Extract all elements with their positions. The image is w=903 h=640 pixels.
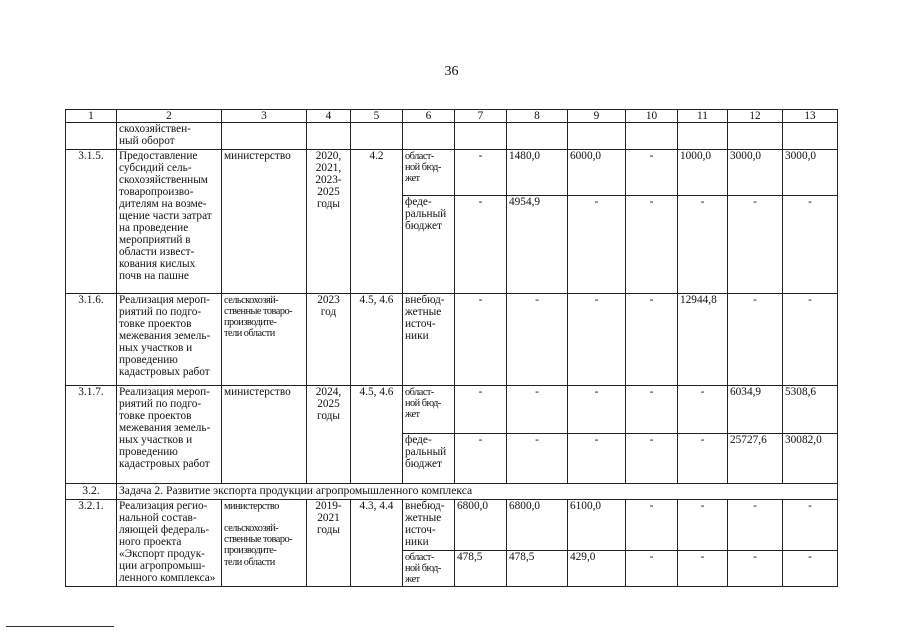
value-cell: - xyxy=(626,550,678,586)
value-cell: 1000,0 xyxy=(678,150,728,196)
table-row xyxy=(66,150,838,196)
value-cell: 3000,0 xyxy=(728,150,783,196)
measure-name: скохозяйствен- ный оборот xyxy=(117,123,222,150)
value-cell: 6000,0 xyxy=(568,150,626,196)
footnote-divider xyxy=(6,626,114,627)
funding-source: внебюд- жетные источ- ники xyxy=(403,294,455,386)
measure-name: Предоставление субсидий сель-скохозяйственным товаропроизво-дителям на возме-щение части затрат на проведение мероприятий в области извест-кования кислых почв на пашне xyxy=(117,150,222,294)
funding-source: област- ной бюд- жет xyxy=(403,150,455,196)
measure-number: 3.2.1. xyxy=(66,500,117,587)
period: 2024, 2025 годы xyxy=(307,386,351,484)
value-cell: 30082,0 xyxy=(783,434,838,484)
value-cell: - xyxy=(455,386,507,434)
period: 2019- 2021 годы xyxy=(307,500,351,587)
value-cell: - xyxy=(728,500,783,551)
value-cell: - xyxy=(507,434,568,484)
header-cell: 2 xyxy=(117,110,222,123)
value-cell: - xyxy=(568,196,626,294)
table-row xyxy=(66,386,838,434)
header-cell: 4 xyxy=(307,110,351,123)
value-cell: - xyxy=(455,294,507,386)
value-cell: - xyxy=(626,294,678,386)
value-cell: 429,0 xyxy=(568,550,626,586)
value-cell: 6100,0 xyxy=(568,500,626,551)
value-cell: - xyxy=(626,386,678,434)
value-cell: 6800,0 xyxy=(507,500,568,551)
value-cell: - xyxy=(568,386,626,434)
header-cell: 11 xyxy=(678,110,728,123)
measure-number: 3.1.6. xyxy=(66,294,117,386)
header-cell: 13 xyxy=(783,110,838,123)
task-number: 3.2. xyxy=(66,484,117,500)
period: 2020, 2021, 2023- 2025 годы xyxy=(307,150,351,294)
measure-number: 3.1.5. xyxy=(66,150,117,294)
executor: министерство xyxy=(222,386,307,484)
value-cell: - xyxy=(678,434,728,484)
value-cell: - xyxy=(626,434,678,484)
value-cell: - xyxy=(678,500,728,551)
header-cell: 12 xyxy=(728,110,783,123)
header-cell: 9 xyxy=(568,110,626,123)
value-cell: - xyxy=(455,196,507,294)
value-cell: - xyxy=(728,550,783,586)
indicator: 4.2 xyxy=(351,150,403,294)
value-cell: - xyxy=(626,196,678,294)
value-cell: - xyxy=(728,294,783,386)
value-cell: - xyxy=(507,294,568,386)
header-cell: 10 xyxy=(626,110,678,123)
value-cell: 25727,6 xyxy=(728,434,783,484)
header-cell: 7 xyxy=(455,110,507,123)
value-cell: - xyxy=(678,550,728,586)
value-cell: - xyxy=(626,500,678,551)
value-cell: 1480,0 xyxy=(507,150,568,196)
program-table xyxy=(65,109,838,587)
period: 2023 год xyxy=(307,294,351,386)
value-cell: - xyxy=(455,150,507,196)
funding-source: внебюд- жетные источ- ники xyxy=(403,500,455,551)
indicator: 4.5, 4.6 xyxy=(351,386,403,484)
value-cell: - xyxy=(455,434,507,484)
measure-number: 3.1.7. xyxy=(66,386,117,484)
header-cell: 6 xyxy=(403,110,455,123)
value-cell: - xyxy=(783,550,838,586)
value-cell: 6800,0 xyxy=(455,500,507,551)
value-cell: - xyxy=(568,294,626,386)
value-cell: - xyxy=(783,196,838,294)
value-cell: - xyxy=(783,294,838,386)
funding-source: област- ной бюд- жет xyxy=(403,550,455,586)
header-cell: 1 xyxy=(66,110,117,123)
funding-source: феде- ральный бюджет xyxy=(403,196,455,294)
value-cell: 4954,9 xyxy=(507,196,568,294)
value-cell: - xyxy=(507,386,568,434)
executor: министерство xyxy=(222,150,307,294)
value-cell: - xyxy=(728,196,783,294)
indicator: 4.3, 4.4 xyxy=(351,500,403,587)
value-cell: 12944,8 xyxy=(678,294,728,386)
measure-name: Реализация мероп-риятий по подго-товке проектов межевания земель-ных участков и проведению кадастровых работ xyxy=(117,294,222,386)
header-row xyxy=(66,110,838,123)
funding-source: област- ной бюд- жет xyxy=(403,386,455,434)
value-cell: 6034,9 xyxy=(728,386,783,434)
value-cell: - xyxy=(626,150,678,196)
executor: министерство сельскохозяй- ственные товаро- производите- тели области xyxy=(222,500,307,587)
value-cell: 478,5 xyxy=(455,550,507,586)
table-row xyxy=(66,123,838,150)
funding-source: феде- ральный бюджет xyxy=(403,434,455,484)
header-cell: 3 xyxy=(222,110,307,123)
value-cell: - xyxy=(678,196,728,294)
table-row xyxy=(66,500,838,551)
value-cell: - xyxy=(783,500,838,551)
indicator: 4.5, 4.6 xyxy=(351,294,403,386)
header-cell: 5 xyxy=(351,110,403,123)
executor: сельскохозяй- ственные товаро- производите- тели области xyxy=(222,294,307,386)
header-cell: 8 xyxy=(507,110,568,123)
table-row xyxy=(66,294,838,386)
task-title: Задача 2. Развитие экспорта продукции агропромышленного комплекса xyxy=(117,484,838,500)
task-row xyxy=(66,484,838,500)
measure-name: Реализация мероп-риятий по подго-товке проектов межевания земель-ных участков и проведению кадастровых работ xyxy=(117,386,222,484)
value-cell: - xyxy=(568,434,626,484)
value-cell: 5308,6 xyxy=(783,386,838,434)
value-cell: - xyxy=(678,386,728,434)
measure-name: Реализация регио-нальной состав-ляющей федераль-ного проекта «Экспорт продук-ции агропромыш-ленного комплекса» xyxy=(117,500,222,587)
value-cell: 3000,0 xyxy=(783,150,838,196)
value-cell: 478,5 xyxy=(507,550,568,586)
page-number: 36 xyxy=(444,64,459,79)
